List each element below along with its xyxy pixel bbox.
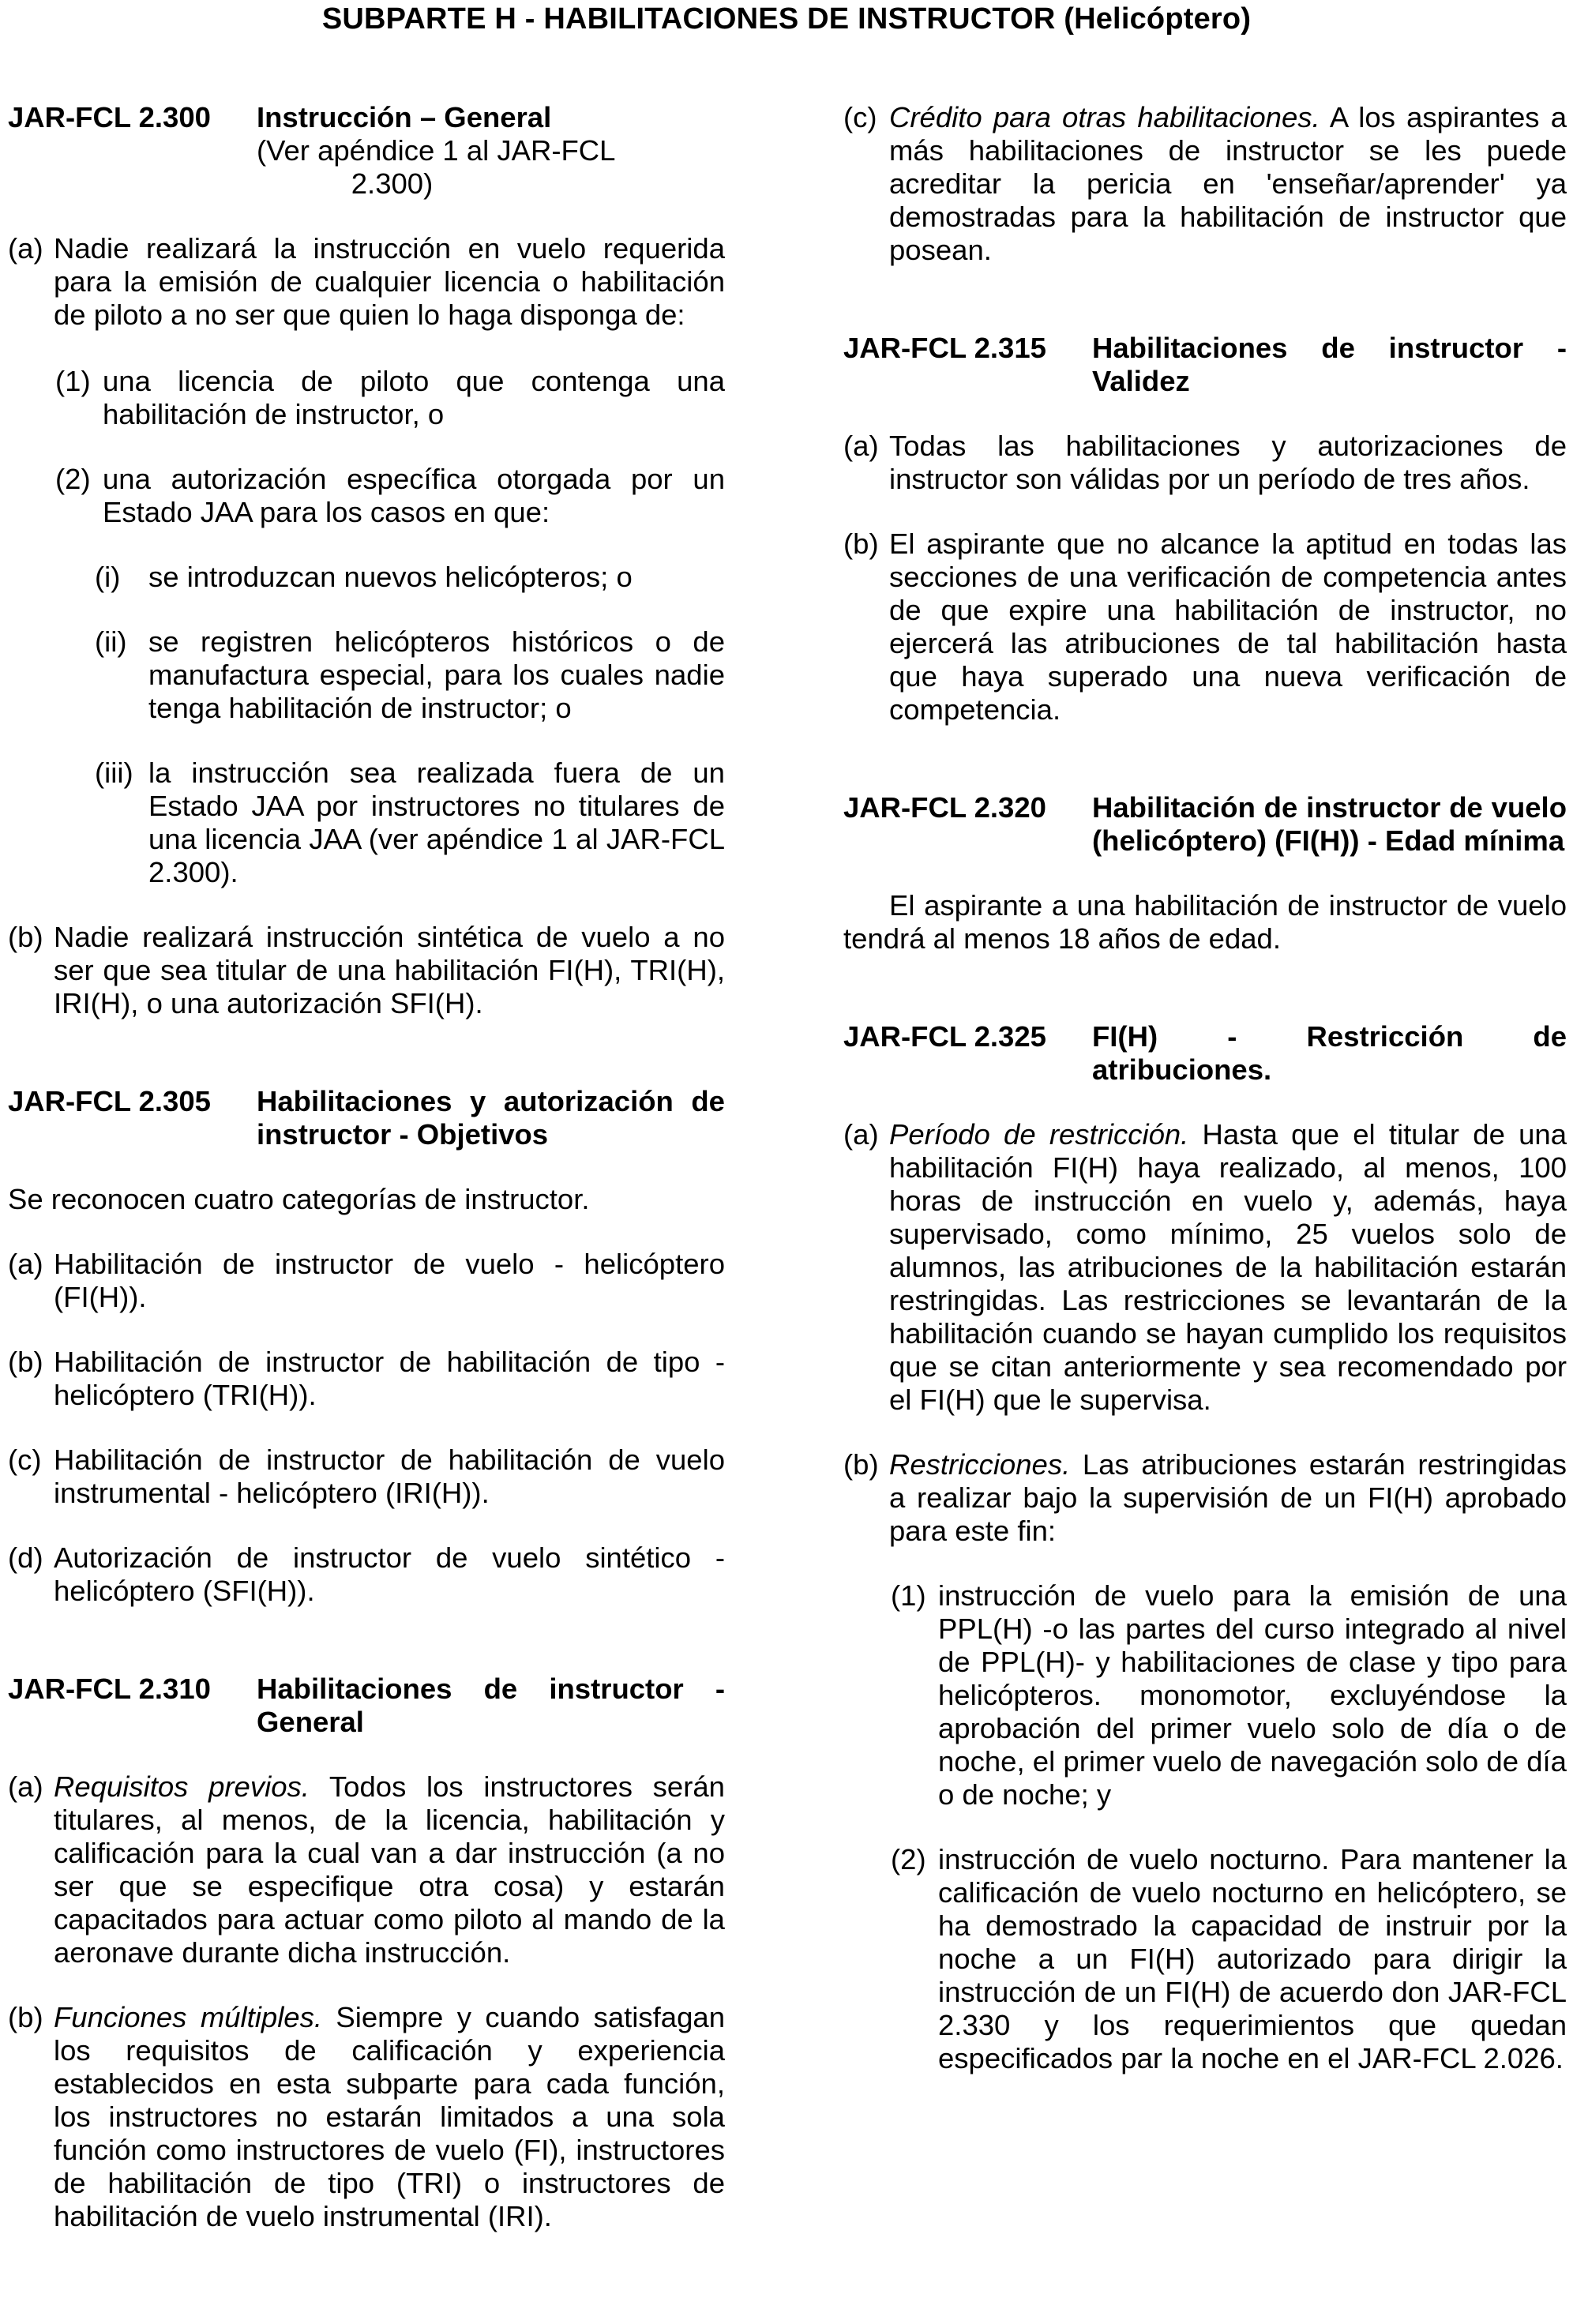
section-title: Habilitaciones de instructor - Validez (1092, 332, 1567, 397)
list-item: (b) Restricciones. Las atribuciones estarán restringidas a realizar bajo la supervisión de un FI(H) aprobado para este fin: (843, 1448, 1567, 1547)
section-title: FI(H) - Restricción de atribuciones. (1092, 1020, 1567, 1086)
list-item: (a) Período de restricción. Hasta que el titular de una habilitación FI(H) haya realizado, al menos, 100 horas de instrucción en vuelo y, además, haya supervisado, como mínimo, 25 vuelos solo de alumnos, las atribuciones de la habilitación estarán restringidas. Las restricciones se levantarán de la habilitación cuando se hayan cumplido los requisitos que se citan anteriormente y sea recomendado por el FI(H) que le supervisa. (843, 1118, 1567, 1416)
list-item: (a) Todas las habilitaciones y autorizaciones de instructor son válidas por un período de tres años. (843, 430, 1567, 495)
list-item: (c) Crédito para otras habilitaciones. A los aspirantes a más habilitaciones de instructor se les puede acreditar la pericia en 'enseñar/aprender' ya demostradas para la habilitación de instructor que posean. (843, 101, 1567, 266)
list-item: (c) Habilitación de instructor de habilitación de vuelo instrumental - helicóptero (IRI(H)). (8, 1444, 725, 1509)
section-title: Habilitación de instructor de vuelo (helicóptero) (FI(H)) - Edad mínima (1092, 791, 1567, 857)
list-item: (a) Requisitos previos. Todos los instructores serán titulares, al menos, de la licencia, habilitación y calificación para la cual van a dar instrucción (a no ser que se especifique otra cosa) y estarán capacitados para actuar como piloto al mando de la aeronave durante dicha instrucción. (8, 1770, 725, 1969)
section-heading-2-305 (8, 1085, 725, 1151)
section-title: Instrucción – General (Ver apéndice 1 al JAR-FCL 2.300) (257, 101, 725, 201)
list-item: (b) Funciones múltiples. Siempre y cuando satisfagan los requisitos de calificación y experiencia establecidos en esta subparte para cada función, los instructores no estarán limitados a una sola función como instructores de vuelo (FI), instructores de habilitación de tipo (TRI) o instructores de habilitación de vuelo instrumental (IRI). (8, 2001, 725, 2232)
list-item: (a) Habilitación de instructor de vuelo - helicóptero (FI(H)). (8, 1248, 725, 1313)
section-subtitle: (Ver apéndice 1 al JAR-FCL (257, 134, 616, 167)
list-item: (b) Habilitación de instructor de habilitación de tipo - helicóptero (TRI(H)). (8, 1346, 725, 1411)
paragraph: El aspirante a una habilitación de instructor de vuelo tendrá al menos 18 años de edad. (843, 889, 1567, 955)
list-item: (b) Nadie realizará instrucción sintética de vuelo a no ser que sea titular de una habilitación FI(H), TRI(H), IRI(H), o una autorización SFI(H). (8, 921, 725, 1019)
section-title: Habilitaciones de instructor - General (257, 1673, 725, 1738)
section-heading-2-315 (843, 332, 1567, 398)
section-heading-2-325 (843, 1020, 1567, 1087)
section-heading-2-310 (8, 1673, 725, 1739)
section-code: JAR-FCL 2.325 (843, 1020, 1046, 1053)
section-code: JAR-FCL 2.320 (843, 791, 1046, 824)
section-code: JAR-FCL 2.305 (8, 1085, 211, 1117)
list-item: (b) El aspirante que no alcance la aptitud en todas las secciones de una verificación de competencia antes de que expire una habilitación de instructor, no ejercerá las atribuciones de tal habilitación hasta que haya superado una nueva verificación de competencia. (843, 527, 1567, 726)
list-item: (iii) la instrucción sea realizada fuera de un Estado JAA por instructores no titulares de una licencia JAA (ver apéndice 1 al JAR-FCL 2.300). (95, 757, 725, 888)
list-item: (1) una licencia de piloto que contenga una habilitación de instructor, o (55, 365, 725, 430)
list-item: (ii) se registren helicópteros históricos o de manufactura especial, para los cuales nadie tenga habilitación de instructor; o (95, 625, 725, 724)
section-heading-2-300 (8, 101, 725, 201)
left-column (8, 101, 725, 2233)
list-item: (d) Autorización de instructor de vuelo sintético - helicóptero (SFI(H)). (8, 1541, 725, 1607)
list-item: (1) instrucción de vuelo para la emisión de una PPL(H) -o las partes del curso integrado al nivel de PPL(H)- y habilitaciones de clase y tipo para helicópteros. monomotor, excluyéndose la aprobación del primer vuelo solo de día o de noche, el primer vuelo de navegación solo de día o de noche; y (891, 1579, 1567, 1811)
list-item: (2) una autorización específica otorgada por un Estado JAA para los casos en que: (55, 463, 725, 528)
section-code: JAR-FCL 2.310 (8, 1673, 211, 1705)
paragraph: Se reconocen cuatro categorías de instructor. (8, 1183, 590, 1215)
list-item: (2) instrucción de vuelo nocturno. Para mantener la calificación de vuelo nocturno en helicóptero, se ha demostrado la capacidad de instruir por la noche a un FI(H) autorizado para dirigir la instrucción de un FI(H) de acuerdo don JAR-FCL 2.330 y los requerimientos que quedan especificados par la noche en el JAR-FCL 2.026. (891, 1843, 1567, 2074)
list-item: (a) Nadie realizará la instrucción en vuelo requerida para la emisión de cualquier licencia o habilitación de piloto a no ser que quien lo haga disponga de: (8, 232, 725, 331)
section-subtitle: 2.300) (351, 167, 434, 200)
list-item: (i) se introduzcan nuevos helicópteros; o (95, 561, 633, 593)
section-title: Habilitaciones y autorización de instructor - Objetivos (257, 1085, 725, 1151)
page-title: SUBPARTE H - HABILITACIONES DE INSTRUCTOR (Helicóptero) (321, 2, 1252, 36)
section-heading-2-320 (843, 791, 1567, 858)
right-column (843, 101, 1567, 2075)
section-code: JAR-FCL 2.315 (843, 332, 1046, 364)
section-code: JAR-FCL 2.300 (8, 101, 211, 133)
